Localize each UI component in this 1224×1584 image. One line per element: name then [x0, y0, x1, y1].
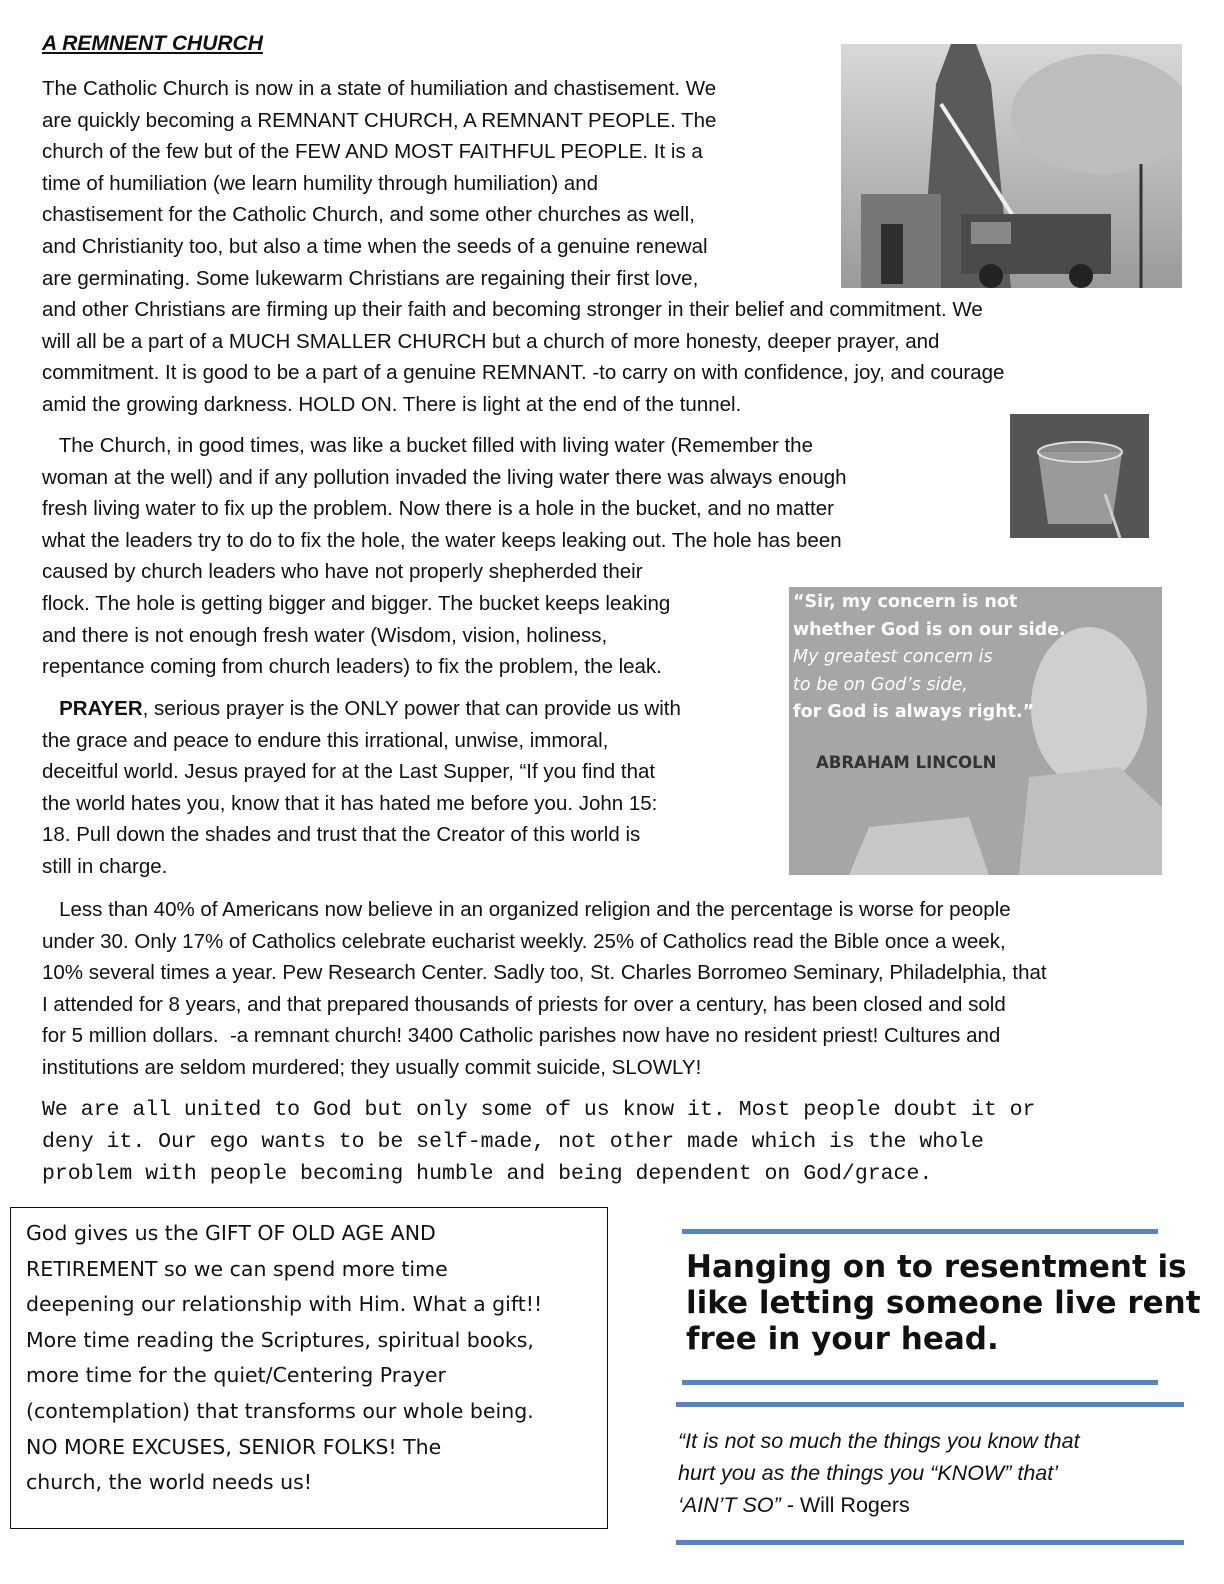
p3-line: 18. Pull down the shades and trust that the Creator of this world is: [42, 823, 641, 847]
p2-line: and there is not enough fresh water (Wisdom, vision, holiness,: [42, 623, 608, 647]
p1-line: will all be a part of a MUCH SMALLER CHURCH but a church of more honesty, deeper prayer, and: [42, 329, 940, 353]
article-title: A REMNENT CHURCH: [42, 32, 263, 55]
p1-line: amid the growing darkness. HOLD ON. There is light at the end of the tunnel.: [42, 392, 742, 416]
p1-line: church of the few but of the FEW AND MOST FAITHFUL PEOPLE. It is a: [42, 140, 703, 164]
rogers-italic: ‘AIN’T SO”: [678, 1493, 781, 1517]
p1-line: and Christianity too, but also a time when the seeds of a genuine renewal: [42, 234, 708, 258]
p4-line: under 30. Only 17% of Catholics celebrate eucharist weekly. 25% of Catholics read the Bible once a week,: [42, 929, 1006, 953]
p3-first-rest: , serious prayer is the ONLY power that can provide us with: [142, 697, 681, 720]
resentment-line: free in your head.: [686, 1321, 999, 1357]
lincoln-quote-line: whether God is on our side.: [793, 619, 1066, 640]
mono-line: We are all united to God but only some of us know it. Most people doubt it or: [42, 1098, 1036, 1122]
lincoln-quote-line: to be on God’s side,: [793, 674, 968, 695]
divider-rule: [682, 1229, 1158, 1234]
p3-line: deceitful world. Jesus prayed for at the Last Supper, “If you find that: [42, 760, 656, 784]
p2-line: fresh living water to fix up the problem. Now there is a hole in the bucket, and no matter: [42, 497, 834, 521]
old-age-line: more time for the quiet/Centering Prayer: [26, 1363, 446, 1388]
divider-rule: [676, 1402, 1184, 1407]
p3-line: the world hates you, know that it has hated me before you. John 15:: [42, 791, 658, 815]
p1-line: are germinating. Some lukewarm Christians are regaining their first love,: [42, 266, 699, 290]
p4-line: for 5 million dollars. -a remnant church! 3400 Catholic parishes now have no resident priest! Cultures and: [42, 1024, 1001, 1048]
rogers-attribution: - Will Rogers: [780, 1493, 910, 1517]
old-age-line: church, the world needs us!: [26, 1470, 312, 1495]
p1-line: are quickly becoming a REMNANT CHURCH, A REMNANT PEOPLE. The: [42, 108, 717, 132]
old-age-box: [10, 1207, 608, 1529]
resentment-line: like letting someone live rent: [686, 1285, 1201, 1321]
p2-line: repentance coming from church leaders) to fix the problem, the leak.: [42, 655, 662, 679]
resentment-line: Hanging on to resentment is: [686, 1249, 1187, 1285]
p4-line: 10% several times a year. Pew Research Center. Sadly too, St. Charles Borromeo Seminary, Philadelphia, that: [42, 961, 1047, 985]
old-age-line: RETIREMENT so we can spend more time: [26, 1256, 448, 1281]
p1-line: commitment. It is good to be a part of a genuine REMNANT. -to carry on with confidence, joy, and courage: [42, 361, 1005, 385]
p1-line: The Catholic Church is now in a state of humiliation and chastisement. We: [42, 77, 717, 100]
old-age-line: God gives us the GIFT OF OLD AGE AND: [26, 1221, 436, 1245]
lincoln-quote-line: My greatest concern is: [793, 647, 993, 667]
old-age-line: NO MORE EXCUSES, SENIOR FOLKS! The: [26, 1434, 442, 1459]
p4-line: I attended for 8 years, and that prepared thousands of priests for over a century, has been closed and sold: [42, 992, 1006, 1016]
divider-rule: [676, 1540, 1184, 1545]
p4-line: Less than 40% of Americans now believe in an organized religion and the percentage is worse for people: [42, 898, 1011, 921]
rogers-line: hurt you as the things you “KNOW” that’: [678, 1461, 1058, 1485]
divider-rule: [682, 1380, 1158, 1385]
p3-line: the grace and peace to endure this irrational, unwise, immoral,: [42, 728, 609, 752]
p1-line: chastisement for the Catholic Church, and some other churches as well,: [42, 203, 695, 227]
lincoln-quote-image: [789, 587, 1162, 875]
p1-line: and other Christians are firming up their faith and becoming stronger in their belief and commitment. We: [42, 298, 983, 322]
p2-line: woman at the well) and if any pollution invaded the living water there was always enough: [42, 465, 847, 489]
p2-line: what the leaders try to do to fix the hole, the water keeps leaking out. The hole has been: [42, 528, 842, 552]
p3-first-line: [42, 693, 681, 725]
p2-line: flock. The hole is getting bigger and bigger. The bucket keeps leaking: [42, 591, 671, 615]
mono-line: deny it. Our ego wants to be self-made, not other made which is the whole: [42, 1130, 984, 1154]
mono-line: problem with people becoming humble and being dependent on God/grace.: [42, 1162, 933, 1186]
bucket-photo: [1010, 414, 1149, 538]
old-age-line: (contemplation) that transforms our whole being.: [26, 1398, 534, 1423]
p4-line: institutions are seldom murdered; they usually commit suicide, SLOWLY!: [42, 1055, 702, 1079]
rogers-line-3: [678, 1489, 1080, 1521]
lincoln-quote-line: for God is always right.”: [793, 702, 1035, 722]
lincoln-author: ABRAHAM LINCOLN: [816, 753, 997, 772]
p2-line: caused by church leaders who have not properly shepherded their: [42, 560, 643, 584]
prayer-bold: PRAYER: [59, 697, 143, 720]
p1-line: time of humiliation (we learn humility through humiliation) and: [42, 171, 599, 195]
p2-line: The Church, in good times, was like a bucket filled with living water (Remember the: [42, 434, 813, 457]
old-age-line: More time reading the Scriptures, spiritual books,: [26, 1327, 534, 1352]
lincoln-quote-line: “Sir, my concern is not: [793, 592, 1018, 612]
old-age-line: deepening our relationship with Him. What a gift!!: [26, 1292, 543, 1317]
p3-line: still in charge.: [42, 854, 168, 878]
rogers-line: “It is not so much the things you know that: [678, 1429, 1080, 1453]
